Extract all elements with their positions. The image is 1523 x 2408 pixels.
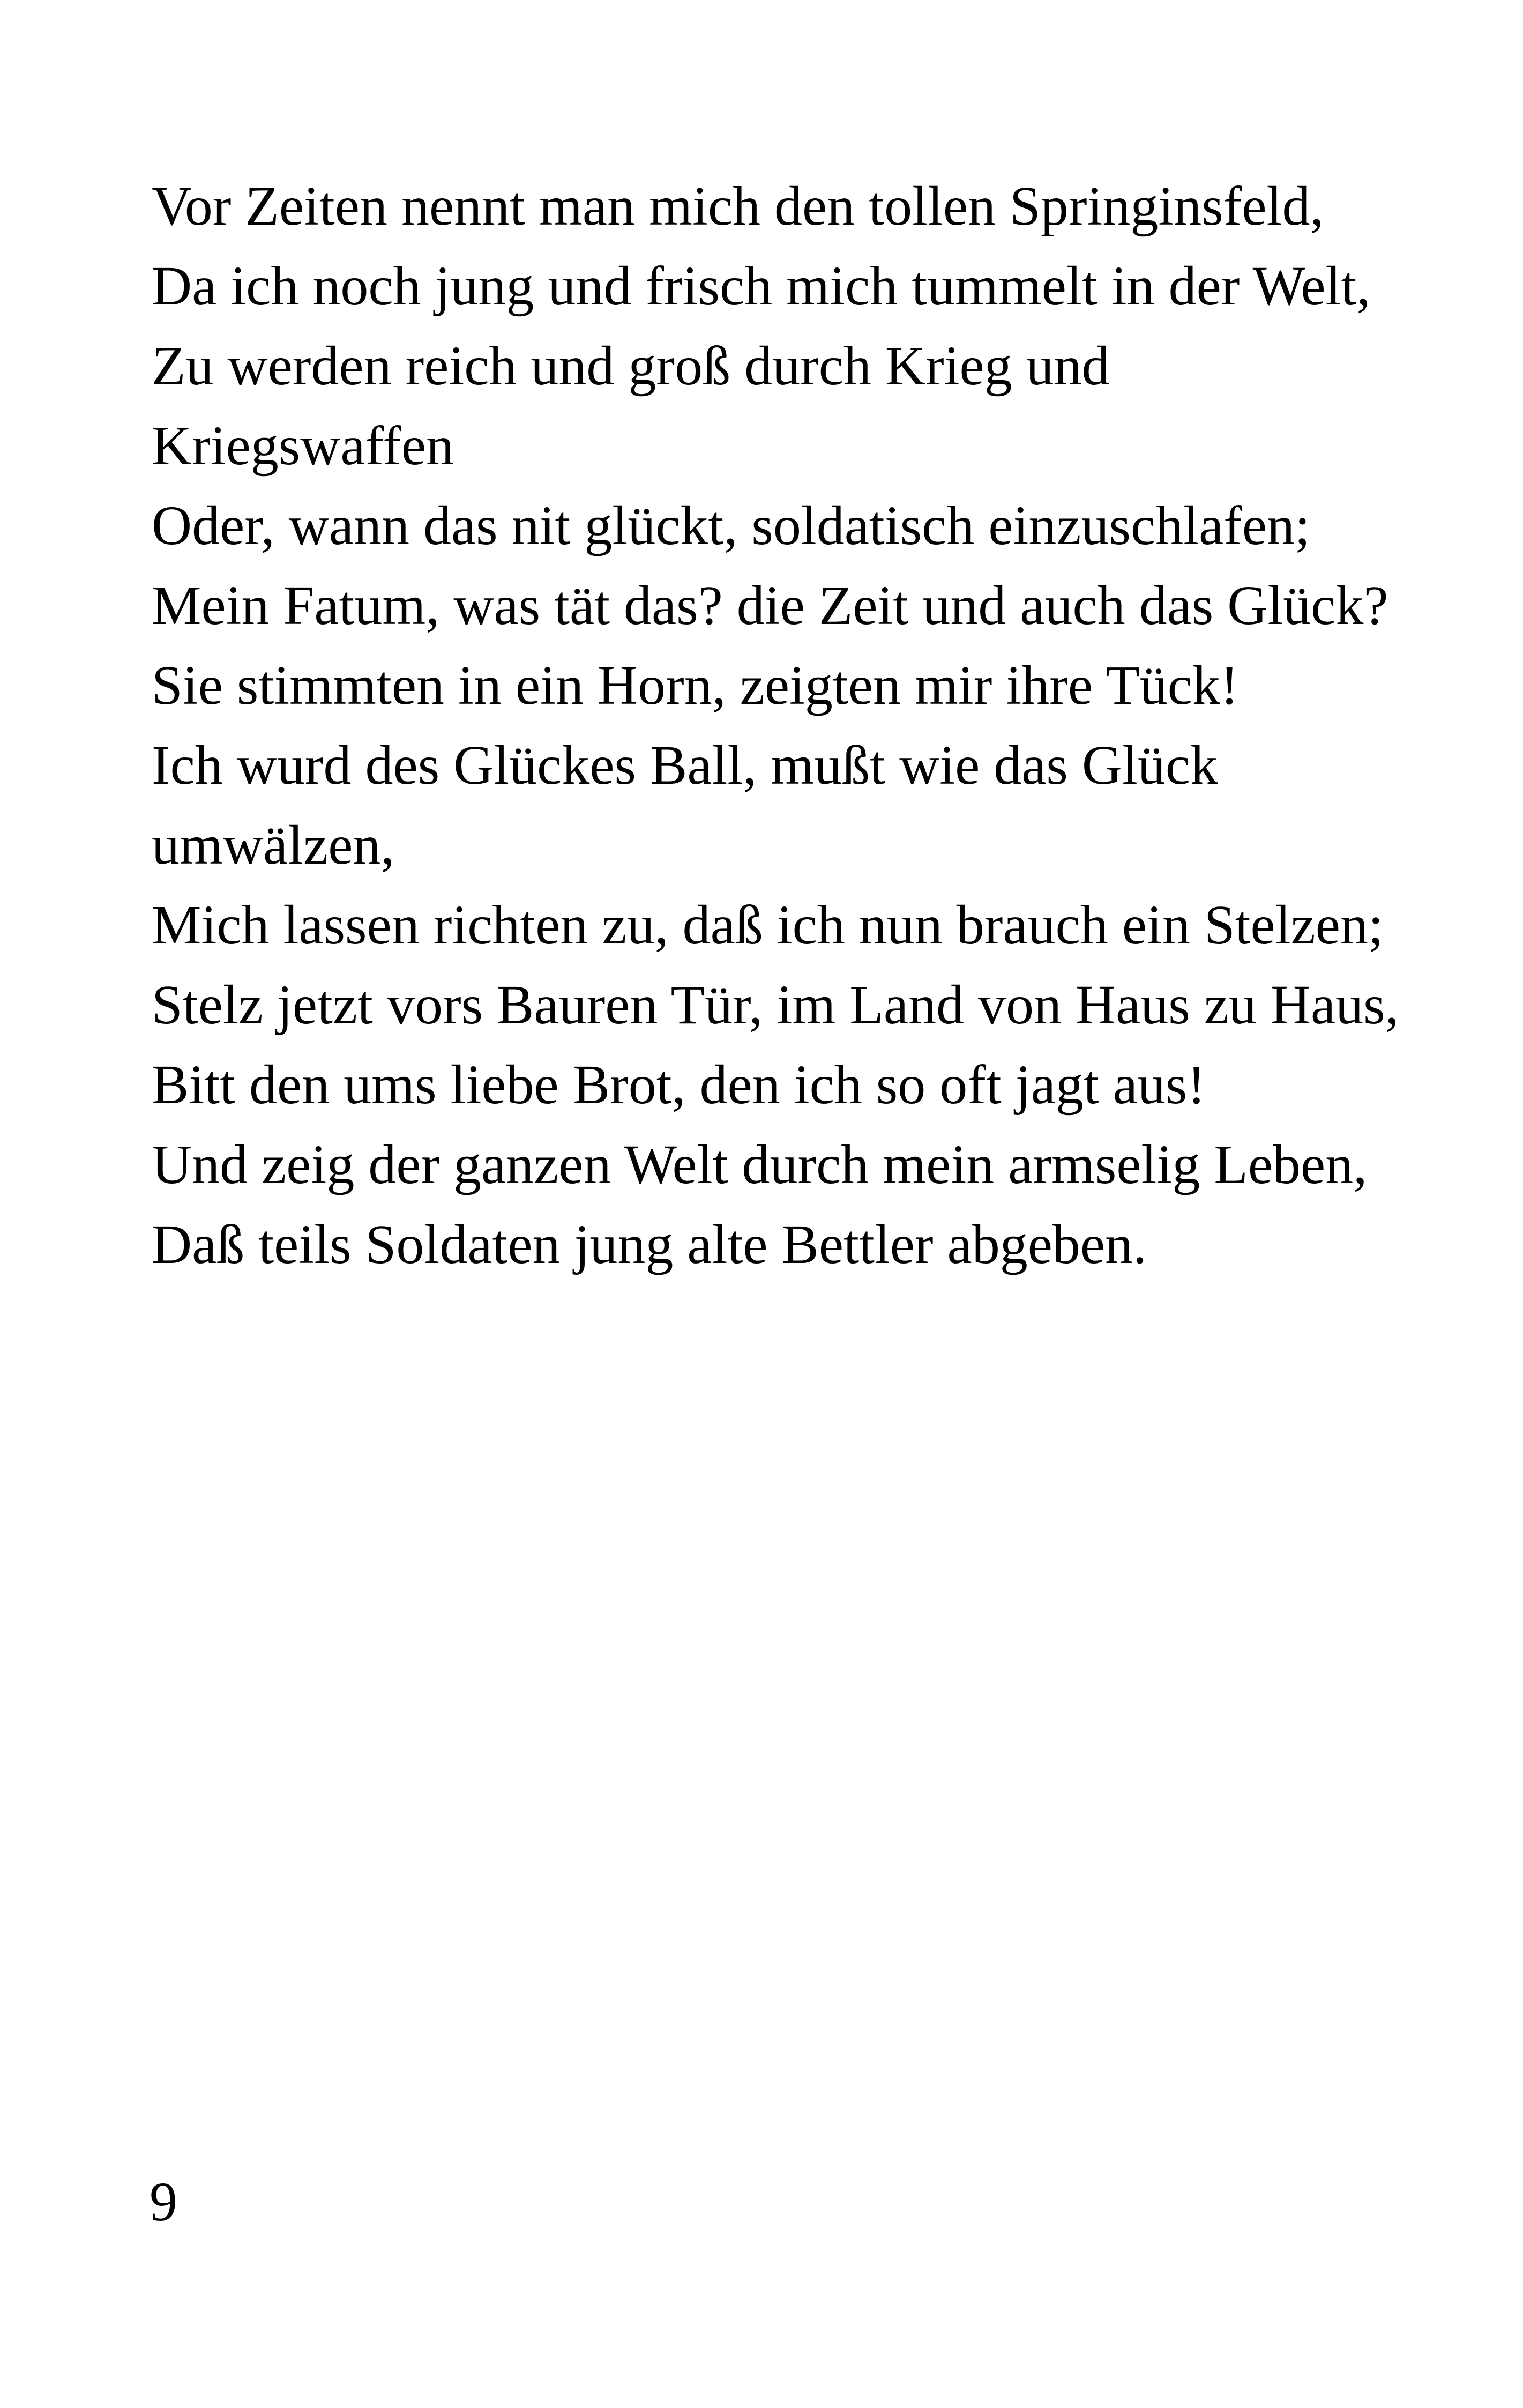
poem-line: umwälzen,: [152, 814, 395, 876]
poem-text: [152, 166, 1399, 1284]
poem-line: Mich lassen richten zu, daß ich nun brauch ein Stelzen;: [152, 894, 1384, 956]
poem-line: Bitt den ums liebe Brot, den ich so oft jagt aus!: [152, 1054, 1206, 1116]
poem-line: Stelz jetzt vors Bauren Tür, im Land von Haus zu Haus,: [152, 974, 1399, 1036]
page-number: 9: [150, 2171, 177, 2233]
poem-line: Kriegswaffen: [152, 415, 454, 477]
poem-line: Mein Fatum, was tät das? die Zeit und auch das Glück?: [152, 575, 1388, 636]
poem-line: Daß teils Soldaten jung alte Bettler abgeben.: [152, 1214, 1147, 1275]
poem-line: Und zeig der ganzen Welt durch mein armselig Leben,: [152, 1134, 1368, 1195]
poem-line: Oder, wann das nit glückt, soldatisch einzuschlafen;: [152, 495, 1310, 556]
poem-line: Da ich noch jung und frisch mich tummelt in der Welt,: [152, 255, 1371, 317]
poem-line: Vor Zeiten nennt man mich den tollen Springinsfeld,: [152, 175, 1324, 237]
poem-line: Ich wurd des Glückes Ball, mußt wie das Glück: [152, 734, 1219, 796]
poem-line: Zu werden reich und groß durch Krieg und: [152, 335, 1110, 397]
poem-line: Sie stimmten in ein Horn, zeigten mir ihre Tück!: [152, 655, 1239, 716]
